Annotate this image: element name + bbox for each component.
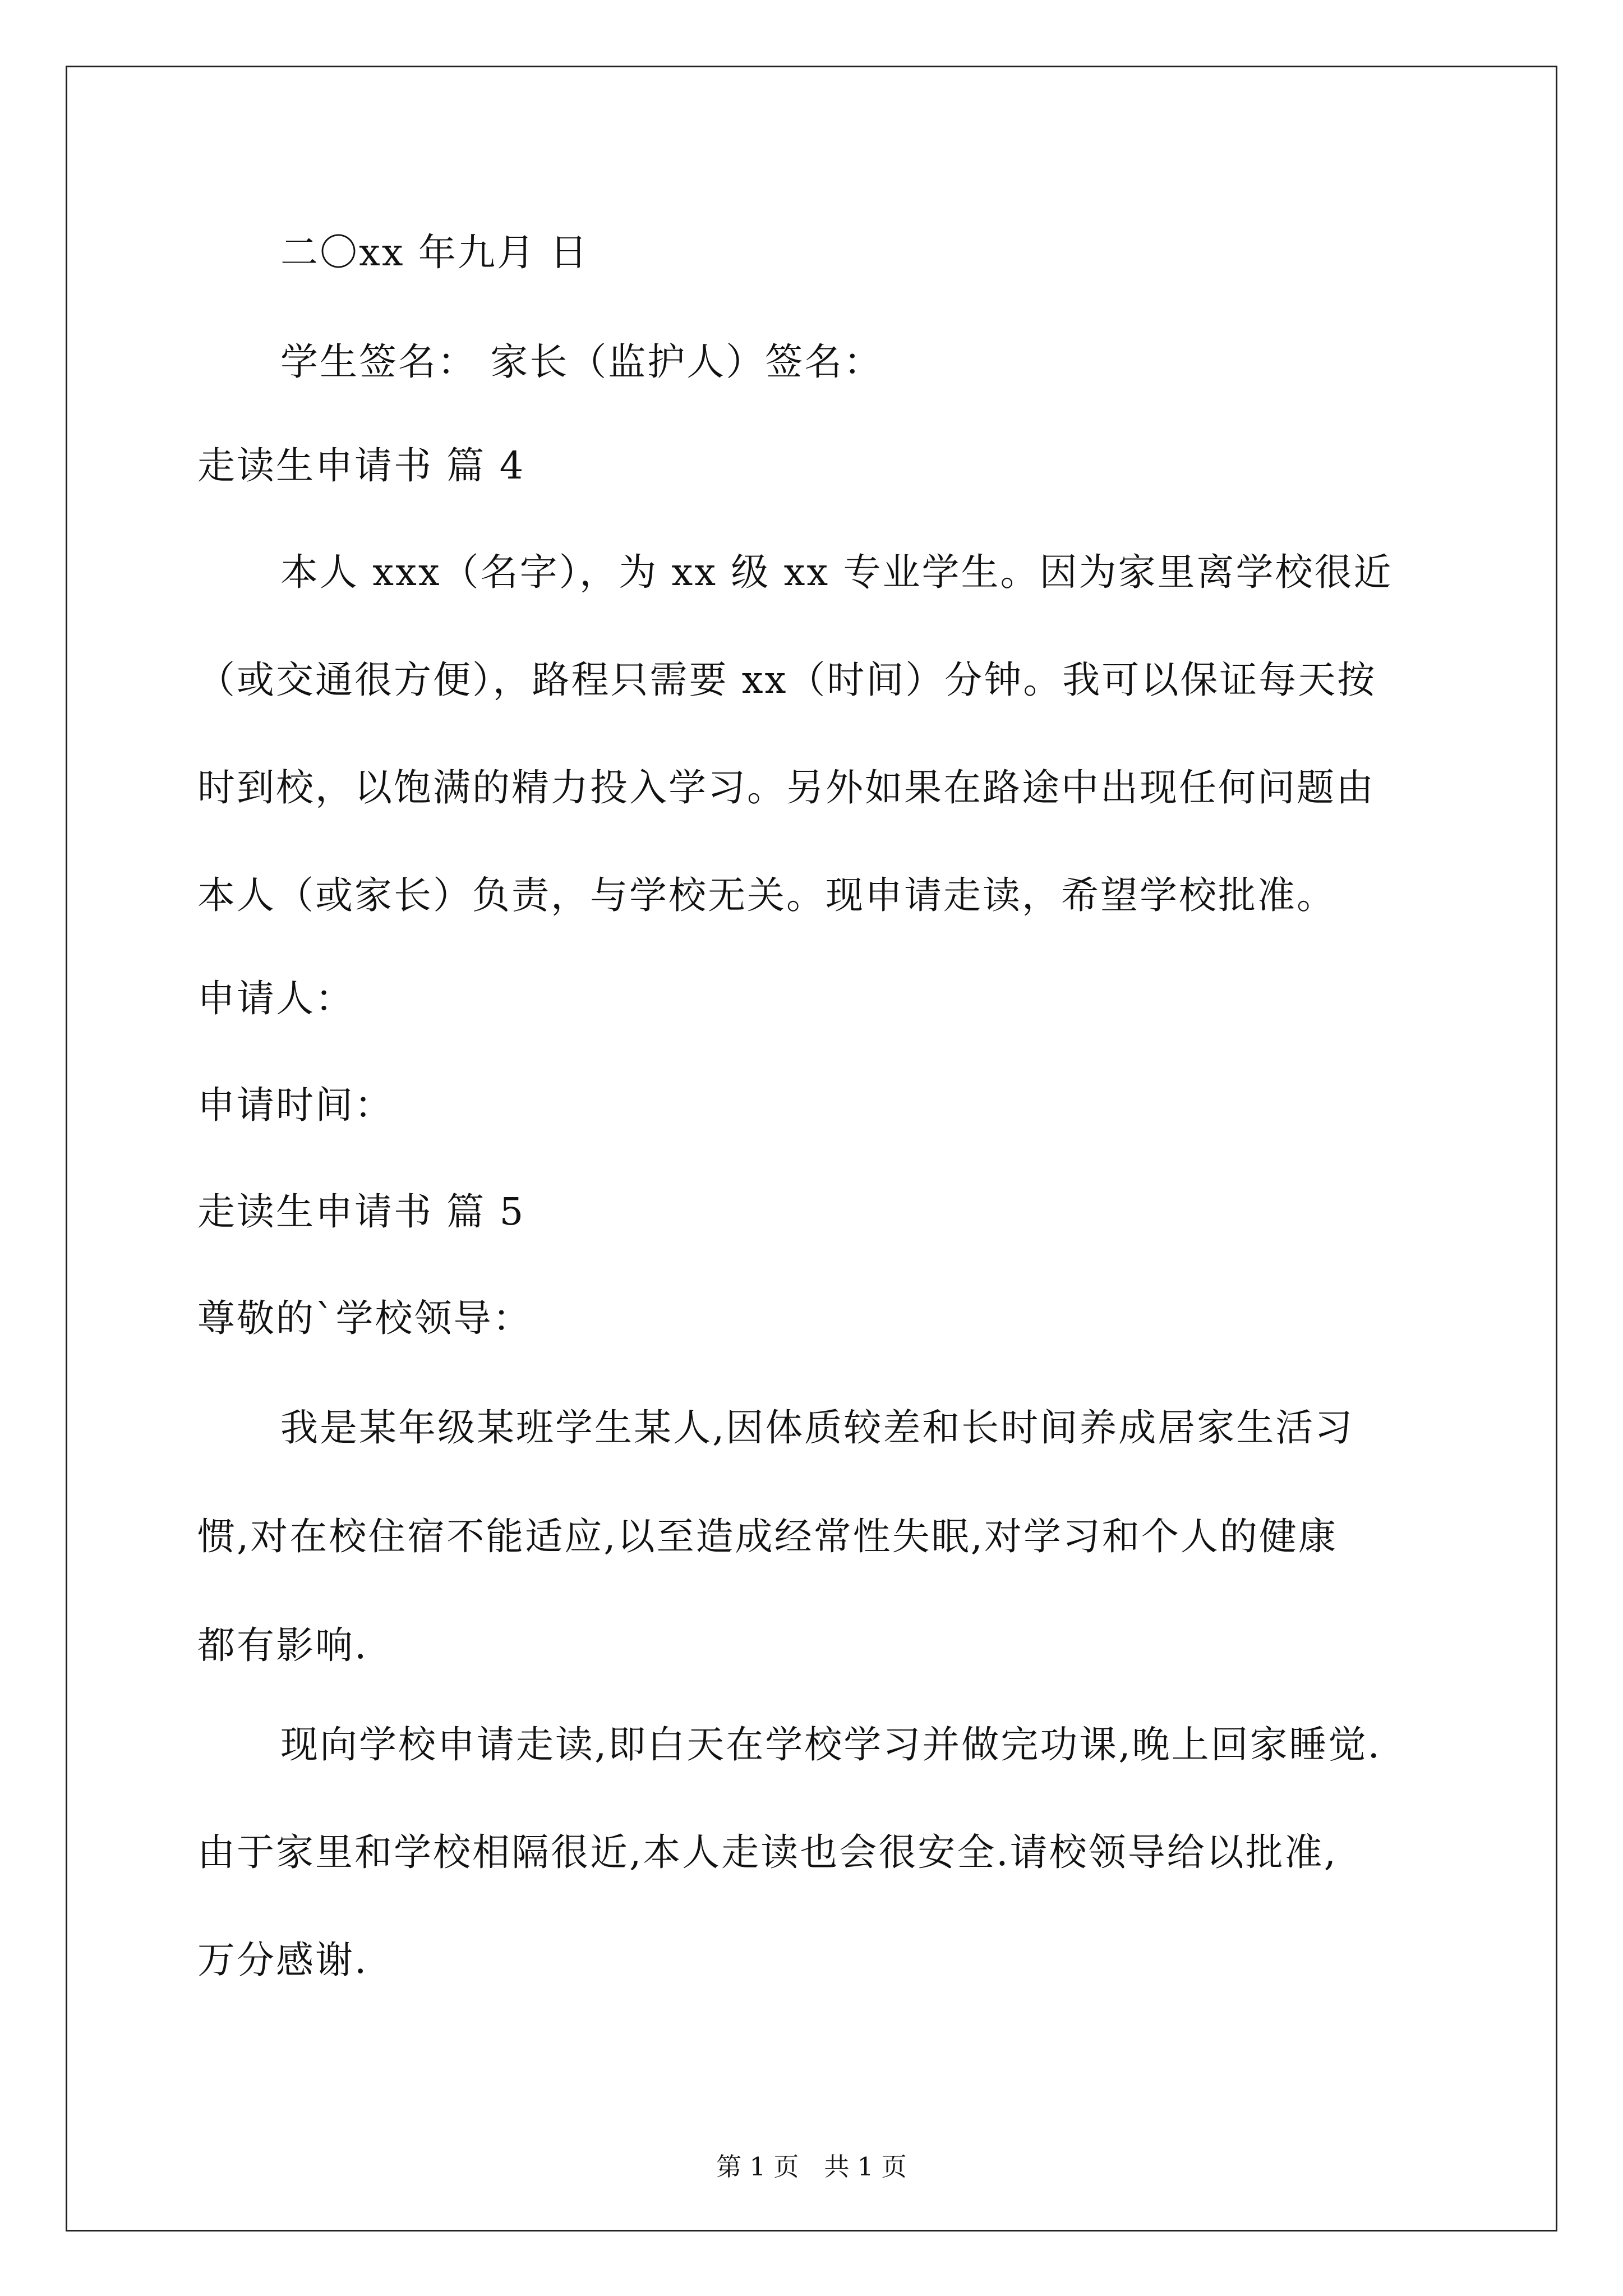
section-title-4: 走读生申请书 篇 4 [197, 444, 525, 487]
paragraph-4-line: 本人（或家长）负责，与学校无关。现申请走读，希望学校批准。 [197, 873, 1336, 917]
section-title-5: 走读生申请书 篇 5 [197, 1190, 525, 1234]
signature-line: 学生签名： 家长（监护人）签名： [280, 340, 883, 384]
paragraph-4-line: 本人 xxx（名字），为 xx 级 xx 专业学生。因为家里离学校很近 [280, 550, 1393, 594]
paragraph-5b-line: 万分感谢. [197, 1938, 368, 1982]
paragraph-5a-line: 惯,对在校住宿不能适应,以至造成经常性失眠,对学习和个人的健康 [197, 1515, 1338, 1558]
paragraph-4-line: （或交通很方便），路程只需要 xx（时间）分钟。我可以保证每天按 [197, 658, 1377, 702]
applicant-line: 申请人： [197, 977, 354, 1020]
paragraph-4-line: 时到校，以饱满的精力投入学习。另外如果在路途中出现任何问题由 [197, 766, 1375, 809]
apply-time-line: 申请时间： [197, 1083, 394, 1127]
paragraph-5a-line: 我是某年级某班学生某人,因体质较差和长时间养成居家生活习 [280, 1406, 1354, 1450]
date-line: 二〇xx 年九月 日 [280, 231, 589, 274]
page-footer: 第 1 页 共 1 页 [716, 2152, 907, 2182]
paragraph-5b-line: 现向学校申请走读,即白天在学校学习并做完功课,晚上回家睡觉. [280, 1723, 1381, 1766]
salutation-line: 尊敬的`学校领导： [197, 1296, 532, 1340]
paragraph-5b-line: 由于家里和学校相隔很近,本人走读也会很安全.请校领导给以批准, [197, 1830, 1338, 1874]
paragraph-5a-line: 都有影响. [197, 1623, 368, 1667]
paragraph-5b [197, 1725, 1381, 1980]
paragraph-4 [197, 550, 1393, 917]
paragraph-5a [197, 1408, 1354, 1665]
